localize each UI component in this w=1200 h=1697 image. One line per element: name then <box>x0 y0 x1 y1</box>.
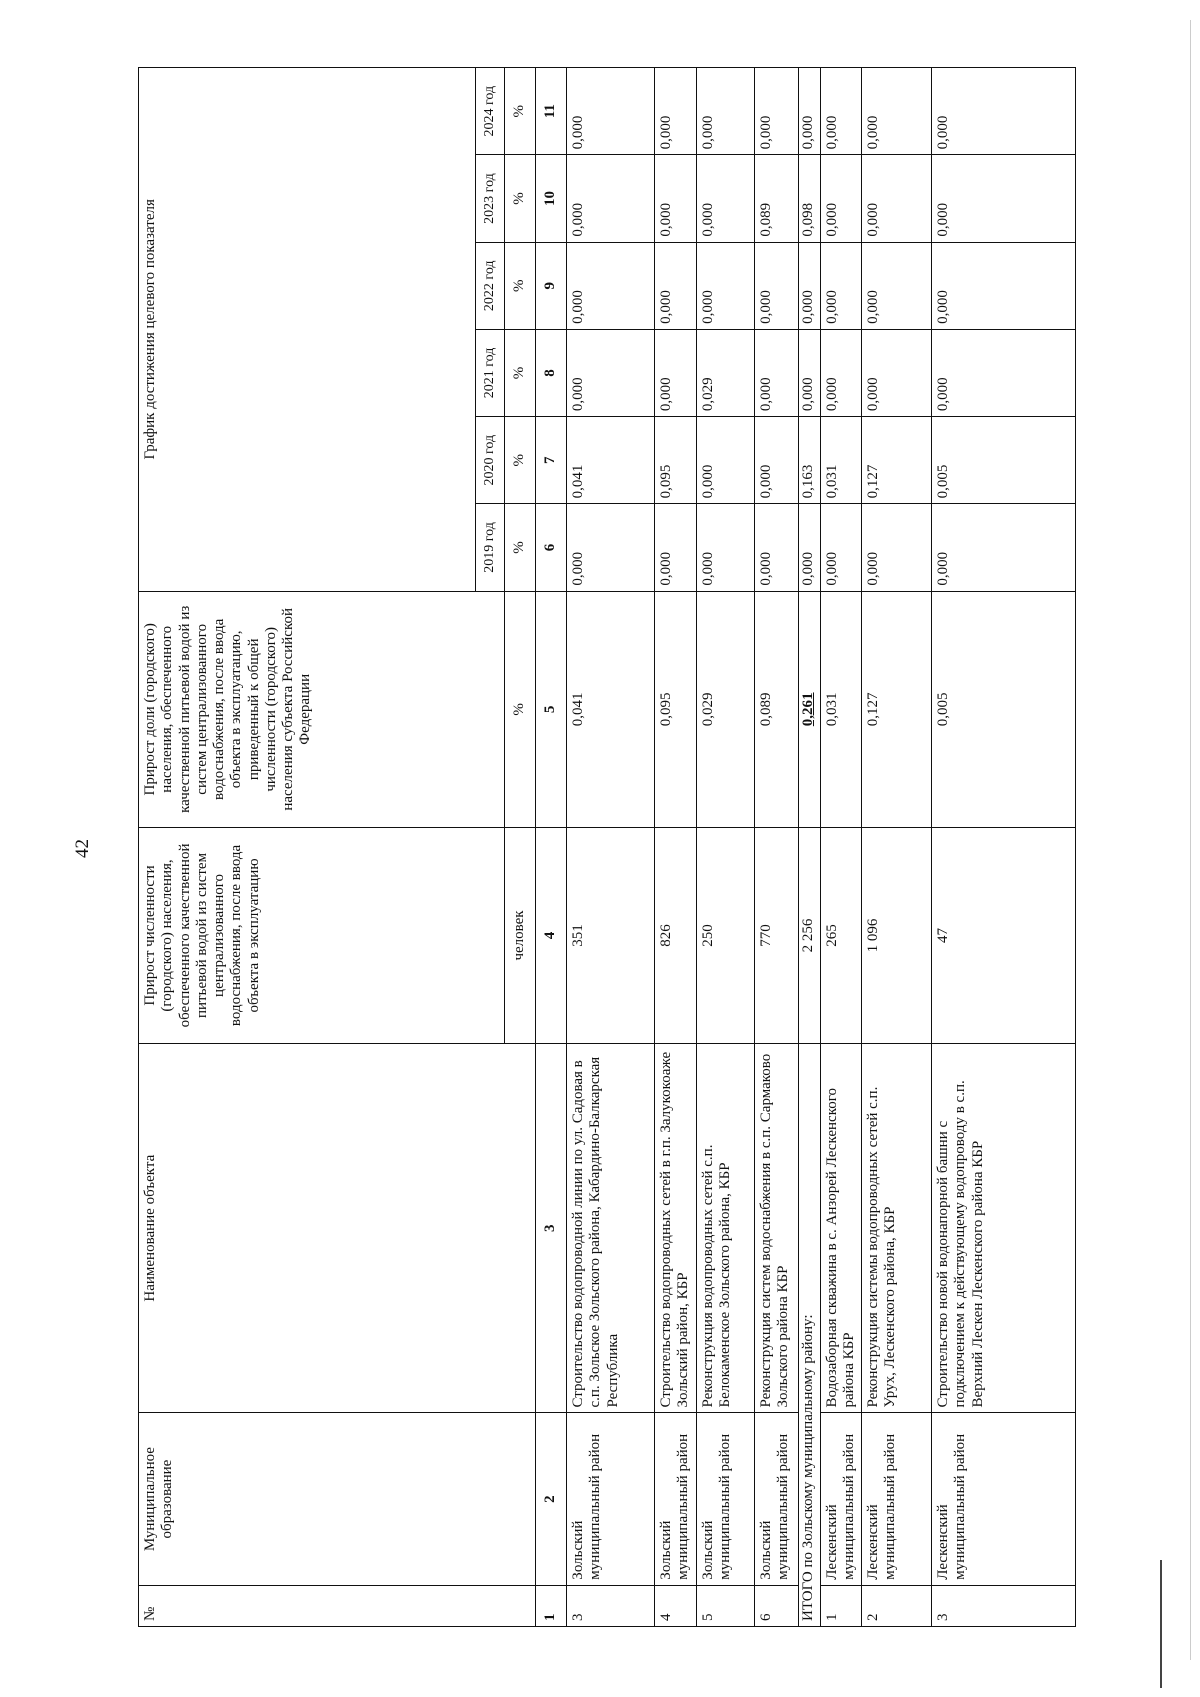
year-2021: 2021 год <box>476 329 505 416</box>
row-no: 6 <box>754 1585 798 1626</box>
row-year-value: 0,000 <box>655 155 697 242</box>
row-year-value: 0,127 <box>862 417 932 504</box>
unit-share: % <box>505 591 536 827</box>
row-year-value: 0,000 <box>696 155 754 242</box>
row-no: 2 <box>862 1585 932 1626</box>
row-municipality: Зольский муниципальный район <box>567 1413 655 1585</box>
row-year-value: 0,041 <box>567 417 655 504</box>
header-no: № <box>139 1585 536 1626</box>
unit-year: % <box>505 417 536 504</box>
row-year-value: 0,000 <box>862 242 932 329</box>
row-municipality: Зольский муниципальный район <box>754 1413 798 1585</box>
row-year-value: 0,000 <box>696 68 754 155</box>
row-municipality: Зольский муниципальный район <box>696 1413 754 1585</box>
row-year-value: 0,000 <box>932 504 1076 591</box>
row-year-value: 0,000 <box>820 68 862 155</box>
row-year-value: 0,000 <box>655 242 697 329</box>
row-year-value: 0,000 <box>932 329 1076 416</box>
column-number: 3 <box>536 1043 567 1413</box>
row-year-value: 0,029 <box>696 329 754 416</box>
row-municipality: Лескенский муниципальный район <box>820 1413 862 1585</box>
table-row <box>567 68 655 1627</box>
row-no: 3 <box>567 1585 655 1626</box>
target-indicator-table <box>138 67 1076 1627</box>
year-2023: 2023 год <box>476 155 505 242</box>
column-number: 8 <box>536 329 567 416</box>
column-number: 10 <box>536 155 567 242</box>
row-population: 351 <box>567 828 655 1044</box>
row-year-value: 0,000 <box>820 504 862 591</box>
header-population-growth: Прирост численности (городского) населения, обеспеченного качественной питьевой водой из систем централизованного водоснабжения, после ввода объекта в эксплуатацию <box>139 828 505 1044</box>
row-year-value: 0,000 <box>820 155 862 242</box>
row-year-value: 0,000 <box>655 504 697 591</box>
total-year-value: 0,098 <box>798 155 820 242</box>
unit-year: % <box>505 329 536 416</box>
row-year-value: 0,000 <box>567 242 655 329</box>
year-2024: 2024 год <box>476 68 505 155</box>
row-no: 1 <box>820 1585 862 1626</box>
year-2019: 2019 год <box>476 504 505 591</box>
column-number: 4 <box>536 828 567 1044</box>
row-municipality: Зольский муниципальный район <box>655 1413 697 1585</box>
year-2022: 2022 год <box>476 242 505 329</box>
row-no: 3 <box>932 1585 1076 1626</box>
row-year-value: 0,000 <box>696 242 754 329</box>
row-year-value: 0,000 <box>754 242 798 329</box>
row-population: 47 <box>932 828 1076 1044</box>
row-year-value: 0,000 <box>862 329 932 416</box>
row-share: 0,095 <box>655 591 697 827</box>
column-number: 2 <box>536 1413 567 1585</box>
unit-year: % <box>505 242 536 329</box>
row-year-value: 0,005 <box>932 417 1076 504</box>
row-year-value: 0,000 <box>932 242 1076 329</box>
total-year-value: 0,000 <box>798 504 820 591</box>
row-object: Реконструкция системы водопроводных сетей с.п. Урух, Лескенского района, КБР <box>862 1043 932 1413</box>
table-row <box>820 68 862 1627</box>
row-year-value: 0,000 <box>754 504 798 591</box>
column-number: 5 <box>536 591 567 827</box>
row-year-value: 0,000 <box>696 417 754 504</box>
column-number: 1 <box>536 1585 567 1626</box>
unit-year: % <box>505 68 536 155</box>
row-year-value: 0,095 <box>655 417 697 504</box>
header-share-growth: Прирост доли (городского) населения, обеспеченного качественной питьевой водой из систем централизованного водоснабжения, после ввода объекта в эксплуатацию, приведенный к общей численности (городского) населения субъекта Российской Федерации <box>139 591 505 827</box>
row-no: 4 <box>655 1585 697 1626</box>
row-population: 826 <box>655 828 697 1044</box>
row-object: Строительство новой водонапорной башни с подключением к действующему водопроводу в с.п. Верхний Лескен Лескенского района КБР <box>932 1043 1076 1413</box>
column-number: 6 <box>536 504 567 591</box>
year-2020: 2020 год <box>476 417 505 504</box>
total-year-value: 0,000 <box>798 329 820 416</box>
row-year-value: 0,000 <box>567 504 655 591</box>
row-share: 0,041 <box>567 591 655 827</box>
table-row <box>754 68 798 1627</box>
row-object: Водозаборная скважина в с. Анзорей Лескенского района КБР <box>820 1043 862 1413</box>
row-year-value: 0,000 <box>567 68 655 155</box>
row-municipality: Лескенский муниципальный район <box>932 1413 1076 1585</box>
header-municipality: Муниципальное образование <box>139 1413 536 1585</box>
row-year-value: 0,000 <box>862 504 932 591</box>
row-year-value: 0,000 <box>567 329 655 416</box>
rotated-table-wrapper <box>138 67 1076 1627</box>
total-year-value: 0,163 <box>798 417 820 504</box>
total-row <box>798 68 820 1627</box>
row-municipality: Лескенский муниципальный район <box>862 1413 932 1585</box>
row-year-value: 0,000 <box>862 68 932 155</box>
column-number: 9 <box>536 242 567 329</box>
row-no: 5 <box>696 1585 754 1626</box>
total-share: 0,261 <box>798 591 820 827</box>
row-share: 0,029 <box>696 591 754 827</box>
row-share: 0,089 <box>754 591 798 827</box>
row-population: 265 <box>820 828 862 1044</box>
row-object: Реконструкция систем водоснабжения в с.п. Сармаково Зольского района КБР <box>754 1043 798 1413</box>
row-year-value: 0,000 <box>655 329 697 416</box>
total-population: 2 256 <box>798 828 820 1044</box>
row-population: 250 <box>696 828 754 1044</box>
row-year-value: 0,000 <box>932 155 1076 242</box>
row-object: Реконструкция водопроводных сетей с.п. Белокаменское Зольского района, КБР <box>696 1043 754 1413</box>
table-row <box>932 68 1076 1627</box>
row-year-value: 0,000 <box>820 329 862 416</box>
table-row <box>696 68 754 1627</box>
unit-year: % <box>505 155 536 242</box>
row-object: Строительство водопроводной линии по ул. Садовая в с.п. Зольское Зольского района, Кабардино-Балкарская Республика <box>567 1043 655 1413</box>
total-year-value: 0,000 <box>798 68 820 155</box>
row-year-value: 0,000 <box>932 68 1076 155</box>
scan-mark <box>1160 1560 1162 1688</box>
unit-year: % <box>505 504 536 591</box>
row-year-value: 0,031 <box>820 417 862 504</box>
column-number: 11 <box>536 68 567 155</box>
row-population: 1 096 <box>862 828 932 1044</box>
header-object-name: Наименование объекта <box>139 1043 536 1413</box>
row-share: 0,031 <box>820 591 862 827</box>
row-year-value: 0,000 <box>820 242 862 329</box>
total-year-value: 0,000 <box>798 242 820 329</box>
column-number: 7 <box>536 417 567 504</box>
row-year-value: 0,089 <box>754 155 798 242</box>
row-share: 0,127 <box>862 591 932 827</box>
row-year-value: 0,000 <box>655 68 697 155</box>
unit-population: человек <box>505 828 536 1044</box>
row-population: 770 <box>754 828 798 1044</box>
scan-mark <box>1190 20 1191 1660</box>
row-object: Строительство водопроводных сетей в г.п. Залукокоаже Зольский район, КБР <box>655 1043 697 1413</box>
table-row <box>862 68 932 1627</box>
row-share: 0,005 <box>932 591 1076 827</box>
row-year-value: 0,000 <box>754 68 798 155</box>
page-number: 42 <box>72 839 93 858</box>
total-label: ИТОГО по Зольскому муниципальному району: <box>798 1043 820 1626</box>
row-year-value: 0,000 <box>567 155 655 242</box>
row-year-value: 0,000 <box>754 329 798 416</box>
table-row <box>655 68 697 1627</box>
row-year-value: 0,000 <box>696 504 754 591</box>
header-schedule: График достижения целевого показателя <box>139 68 476 592</box>
row-year-value: 0,000 <box>862 155 932 242</box>
row-year-value: 0,000 <box>754 417 798 504</box>
